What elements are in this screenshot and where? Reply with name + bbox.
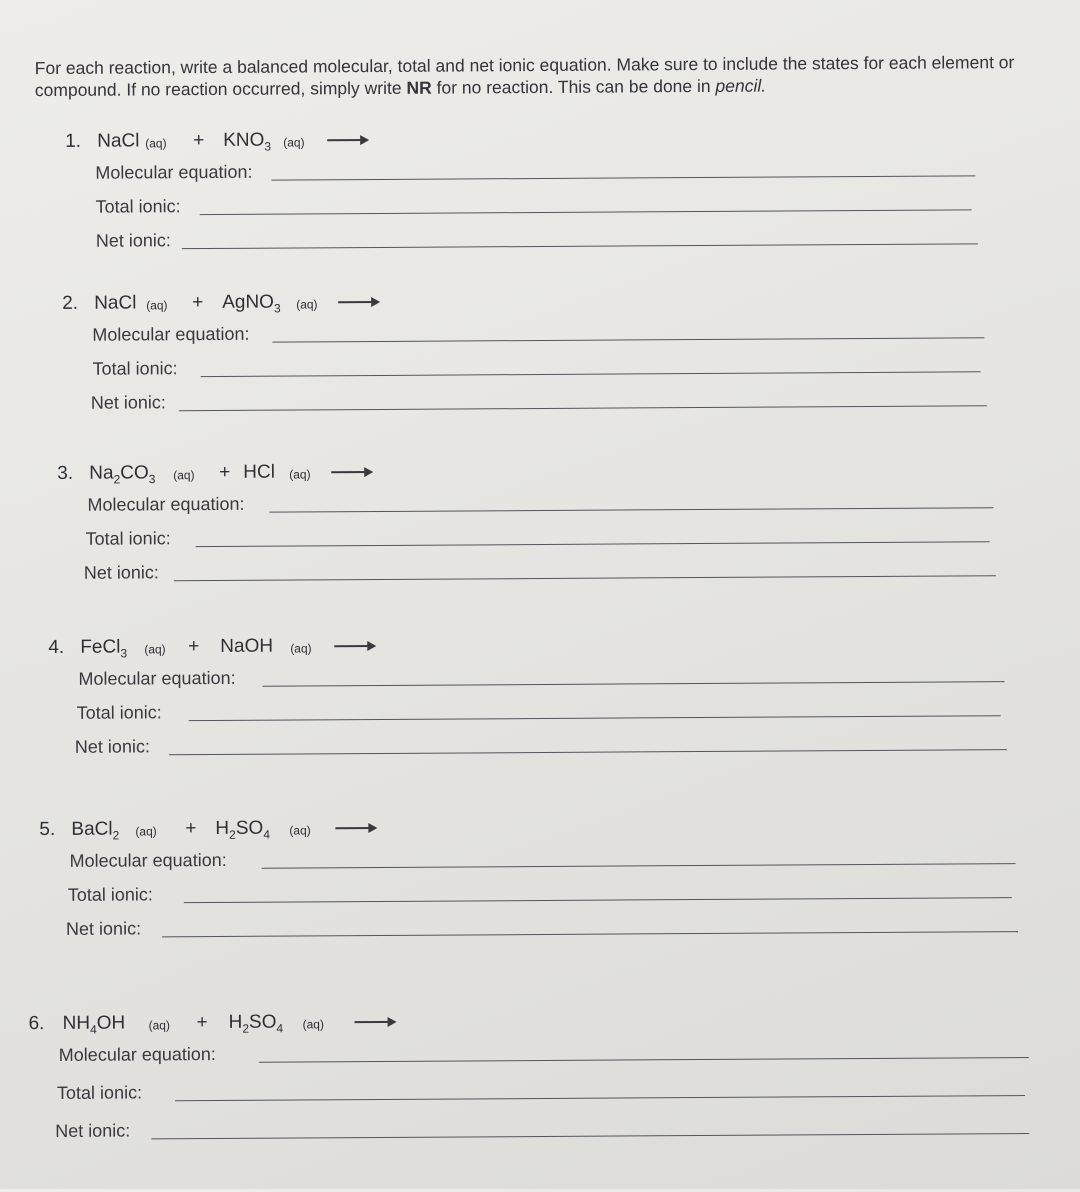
reactant-2: $KNO_3$ <box>223 129 272 154</box>
reaction-arrow-icon <box>327 139 367 141</box>
plus-sign: + <box>188 636 200 658</box>
molecular-answer-line[interactable] <box>259 1057 1029 1063</box>
molecular-label: Molecular equation: <box>87 493 245 515</box>
total-answer-line[interactable] <box>201 371 981 377</box>
reactant-1: $NH_4OH$ <box>62 1012 126 1037</box>
molecular-row <box>48 657 1006 697</box>
net-label: Net ionic: <box>90 392 166 413</box>
reactant-2: AgNO$_3$ <box>222 291 281 316</box>
net-row <box>66 219 986 259</box>
reactant-2: $H_2SO_4$ <box>215 817 271 842</box>
molecular-answer-line[interactable] <box>272 337 984 343</box>
question-number: 3. <box>57 462 74 484</box>
plus-sign: + <box>219 461 231 483</box>
plus-sign: + <box>192 292 204 314</box>
total-answer-line[interactable] <box>196 541 990 547</box>
net-row <box>40 907 1016 947</box>
reaction-arrow-icon <box>338 301 378 303</box>
reactant-1: NaCl <box>97 130 140 152</box>
total-label: Total ionic: <box>92 358 178 379</box>
net-row <box>63 381 987 421</box>
net-answer-line[interactable] <box>179 405 987 411</box>
question-1 <box>65 125 986 259</box>
question-number: 4. <box>48 636 65 659</box>
plus-sign: + <box>185 818 197 840</box>
total-label: Total ionic: <box>76 702 162 723</box>
plus-sign: + <box>193 130 205 152</box>
net-row <box>58 551 994 591</box>
molecular-label: Molecular equation: <box>78 667 236 689</box>
total-answer-line[interactable] <box>189 715 1001 721</box>
total-label: Total ionic: <box>95 196 181 217</box>
molecular-answer-line[interactable] <box>269 507 993 513</box>
molecular-label: Molecular equation: <box>58 1043 216 1065</box>
net-answer-line[interactable] <box>169 749 1007 755</box>
state-1: (aq) <box>145 136 167 151</box>
molecular-label: Molecular equation: <box>69 849 227 871</box>
state-2: (aq) <box>289 823 311 838</box>
total-label: Total ionic: <box>67 884 153 905</box>
molecular-label: Molecular equation: <box>95 161 253 183</box>
net-answer-line[interactable] <box>162 931 1018 938</box>
instructions-text-2: for no reaction. This can be done in <box>431 75 716 98</box>
reactant-1: $Na_2CO_3$ <box>89 462 156 487</box>
question-number: 2. <box>62 292 79 314</box>
net-answer-line[interactable] <box>182 243 978 249</box>
net-row <box>49 725 1007 765</box>
plus-sign: + <box>196 1012 208 1034</box>
net-label: Net ionic: <box>83 562 159 583</box>
question-number: 5. <box>39 818 56 841</box>
reactant-1: BaCl$_2$ <box>71 818 120 843</box>
reaction-arrow-icon <box>331 471 371 473</box>
state-2: (aq) <box>290 641 312 656</box>
reaction-arrow-icon <box>355 1021 395 1023</box>
total-row <box>65 185 985 225</box>
molecular-answer-line[interactable] <box>263 681 1005 687</box>
state-2: (aq) <box>302 1017 324 1032</box>
net-answer-line[interactable] <box>151 1133 1029 1140</box>
state-1: (aq) <box>146 298 168 313</box>
question-number: 1. <box>65 130 82 152</box>
total-label: Total ionic: <box>56 1082 143 1103</box>
question-5 <box>39 813 1016 947</box>
instructions-text: For each reaction, write a balanced molecular, total and net ionic equation. Make sure to include the states for each element or compound. If no reaction occurred, simply write <box>34 52 1015 101</box>
instructions-pencil: pencil. <box>715 75 767 96</box>
total-answer-line[interactable] <box>184 897 1012 903</box>
reactant-2: HCl <box>243 461 275 483</box>
state-2: (aq) <box>283 135 305 150</box>
instructions <box>35 51 1035 101</box>
total-answer-line[interactable] <box>175 1095 1025 1101</box>
molecular-row <box>29 1033 1029 1077</box>
molecular-row <box>57 483 993 523</box>
question-3 <box>57 457 994 591</box>
net-label: Net ionic: <box>65 918 142 939</box>
reactant-2: $H_2SO_4$ <box>228 1011 284 1036</box>
molecular-answer-line[interactable] <box>262 863 1016 869</box>
total-row <box>49 691 1007 731</box>
question-2 <box>62 287 987 421</box>
state-2: (aq) <box>296 297 318 312</box>
molecular-row <box>65 151 985 191</box>
question-6 <box>29 1007 1030 1153</box>
state-1: (aq) <box>148 1018 170 1033</box>
state-1: (aq) <box>135 824 157 839</box>
total-row <box>58 517 994 557</box>
state-2: (aq) <box>289 467 311 482</box>
total-row <box>62 347 986 387</box>
molecular-label: Molecular equation: <box>92 323 250 345</box>
state-1: (aq) <box>144 642 166 657</box>
question-4 <box>48 631 1007 765</box>
molecular-answer-line[interactable] <box>271 175 975 181</box>
total-row <box>29 1071 1029 1115</box>
instructions-nr: NR <box>406 77 432 98</box>
reactant-1: NaCl <box>94 292 137 314</box>
reaction-arrow-icon <box>334 645 374 647</box>
net-label: Net ionic: <box>74 736 150 757</box>
net-label: Net ionic: <box>55 1120 131 1141</box>
net-answer-line[interactable] <box>174 575 996 581</box>
net-row <box>29 1109 1029 1153</box>
question-number: 6. <box>28 1013 45 1035</box>
total-label: Total ionic: <box>85 528 171 549</box>
net-label: Net ionic: <box>95 230 171 251</box>
molecular-row <box>62 313 986 353</box>
reactant-2: NaOH <box>220 635 274 657</box>
reaction-arrow-icon <box>335 827 375 829</box>
total-answer-line[interactable] <box>200 209 972 215</box>
state-1: (aq) <box>173 468 195 483</box>
reactant-1: FeCl$_3$ <box>80 636 128 661</box>
